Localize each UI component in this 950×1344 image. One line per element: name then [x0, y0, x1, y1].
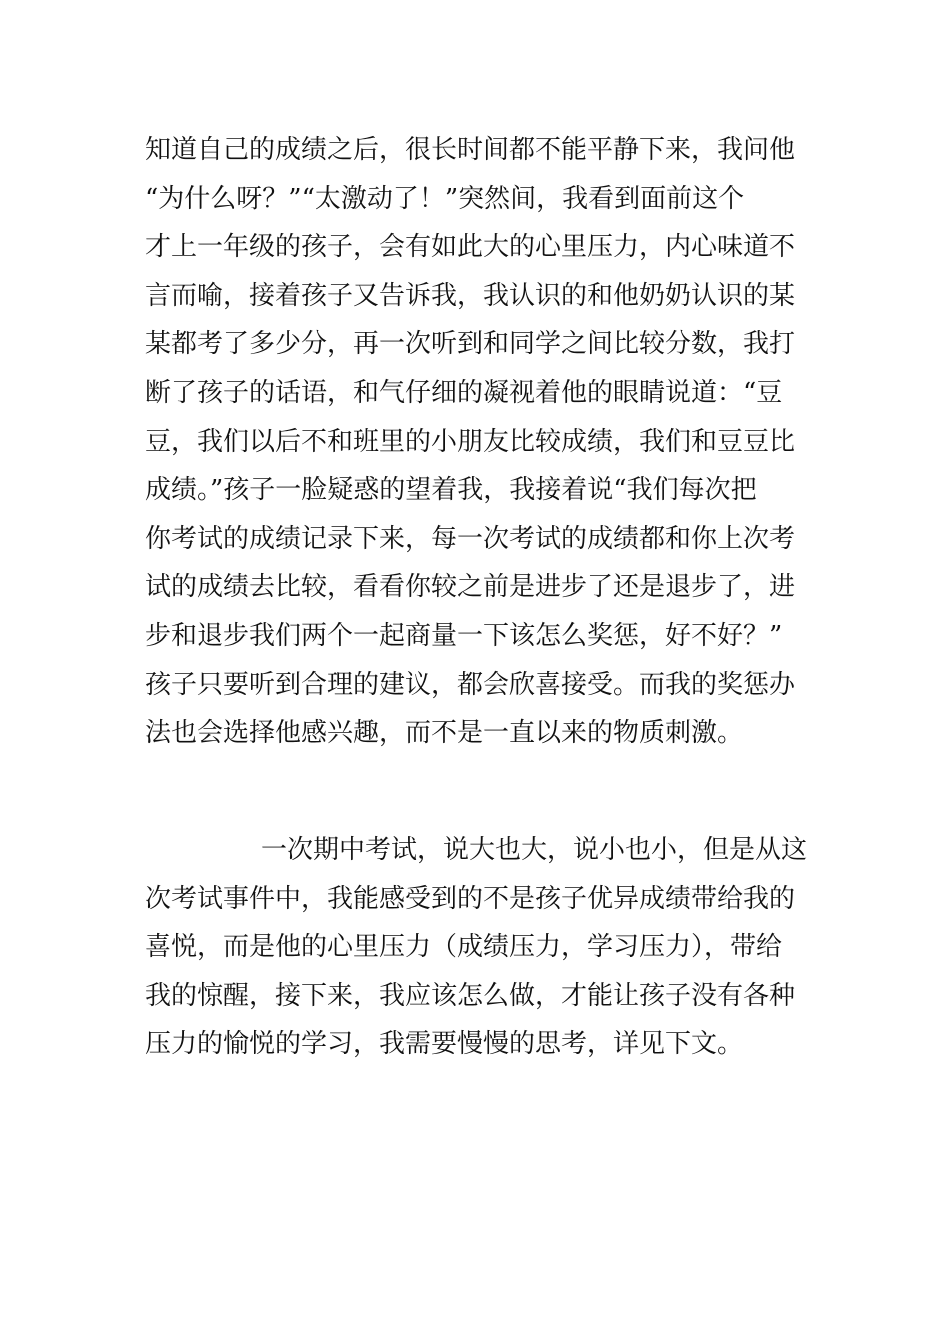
text-line: 试的成绩去比较，看看你较之前是进步了还是退步了，进	[145, 572, 796, 603]
text-line: 言而喻，接着孩子又告诉我，我认识的和他奶奶认识的某	[145, 280, 796, 311]
text-line: 压力的愉悦的学习，我需要慢慢的思考，详见下文。	[145, 1029, 744, 1060]
text-line: 孩子只要听到合理的建议，都会欣喜接受。而我的奖惩办	[145, 669, 796, 700]
paragraph-2	[145, 826, 815, 1069]
text-line-indented: 一次期中考试，说大也大，说小也小，但是从这	[261, 835, 808, 865]
text-line: 豆，我们以后不和班里的小朋友比较成绩，我们和豆豆比	[145, 426, 796, 457]
paragraph-1	[145, 126, 815, 758]
text-line: 喜悦，而是他的心里压力（成绩压力，学习压力），带给	[145, 932, 783, 963]
text-line: 知道自己的成绩之后，很长时间都不能平静下来，我问他	[145, 135, 796, 165]
text-line: 某都考了多少分，再一次听到和同学之间比较分数，我打	[145, 329, 796, 360]
text-line: 次考试事件中，我能感受到的不是孩子优异成绩带给我的	[145, 883, 796, 914]
text-line: 法也会选择他感兴趣，而不是一直以来的物质刺激。	[145, 718, 744, 749]
text-line: 你考试的成绩记录下来，每一次考试的成绩都和你上次考	[145, 523, 796, 554]
text-line: 断了孩子的话语，和气仔细的凝视着他的眼睛说道：“豆	[145, 377, 783, 408]
text-line: “为什么呀？”“太激动了！”突然间，我看到面前这个	[145, 183, 745, 214]
text-line: 步和退步我们两个一起商量一下该怎么奖惩，好不好？”	[145, 620, 783, 651]
text-line: 成绩。”孩子一脸疑惑的望着我，我接着说“我们每次把	[145, 475, 757, 506]
text-line: 才上一年级的孩子，会有如此大的心里压力，内心味道不	[145, 232, 796, 263]
text-line: 我的惊醒，接下来，我应该怎么做，才能让孩子没有各种	[145, 980, 796, 1011]
